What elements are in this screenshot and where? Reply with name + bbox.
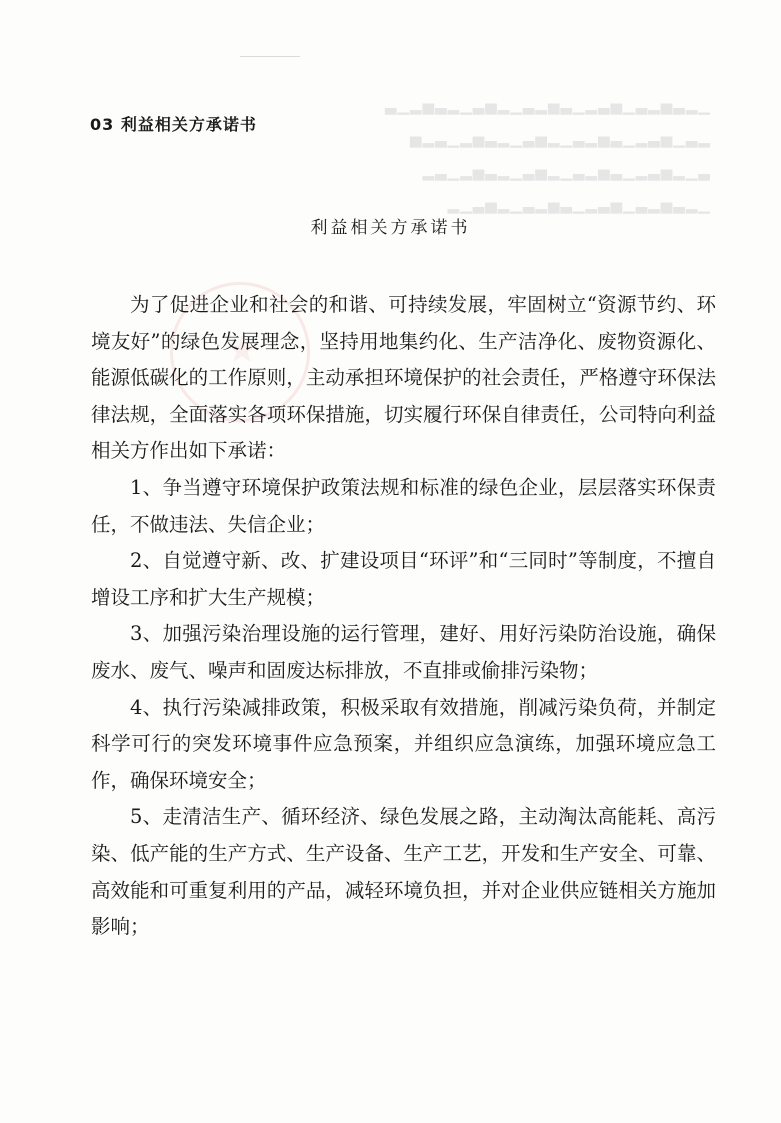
intro-paragraph: 为了促进企业和社会的和谐、可持续发展，牢固树立“资源节约、环境友好”的绿色发展理念，坚持用地集约化、生产洁净化、废物资源化、能源低碳化的工作原则，主动承担环境保护的社会责任，严格遵守环保法律法规，全面落实各项环保措施，切实履行环保自律责任，公司特向利益相关方作出如下承诺： <box>91 293 716 463</box>
document-title: 利益相关方承诺书 <box>310 218 471 238</box>
page-mark <box>240 56 300 57</box>
section-header: 03 利益相关方承诺书 <box>90 115 257 134</box>
commitment-item-4: 4、执行污染减排政策，积极采取有效措施，削减污染负荷，并制定科学可行的突发环境事件应急预案，并组织应急演练，加强环境应急工作，确保环境安全； <box>91 695 716 792</box>
document-body <box>91 287 716 946</box>
commitment-item-2: 2、自觉遵守新、改、扩建设项目“环评”和“三同时”等制度，不擅自增设工序和扩大生产规模； <box>91 549 716 609</box>
commitment-item-5: 5、走清洁生产、循环经济、绿色发展之路，主动淘汰高能耗、高污染、低产能的生产方式、生产设备、生产工艺，开发和生产安全、可靠、高效能和可重复利用的产品，减轻环境负担，并对企业供应链相关方施加影响； <box>91 805 716 939</box>
bleed-through-text: ▁▂▃▅▂▃▁▅▃▂▁▃▅▂▃▁▂▅▃▁▂▃▅▂▁▃ ▂▃▁▅▃▂▁▃▅▂▃▁▂▅▃▁▂▃▅▂▁▃▂▅ ▃▁▂▅▃▂▁▃▅▂▃▁▂▅▃▁▂▃▅▂▁▃▂ ▁▂▃▅▂▃▁▅▃▂▁▃▅▂▃▁▂▅▃▁▂ <box>384 97 710 214</box>
commitment-item-1: 1、争当遵守环境保护政策法规和标准的绿色企业，层层落实环保责任，不做违法、失信企业； <box>91 475 716 536</box>
commitment-item-3: 3、加强污染治理设施的运行管理，建好、用好污染防治设施，确保废水、废气、噪声和固废达标排放，不直排或偷排污染物； <box>91 622 716 682</box>
